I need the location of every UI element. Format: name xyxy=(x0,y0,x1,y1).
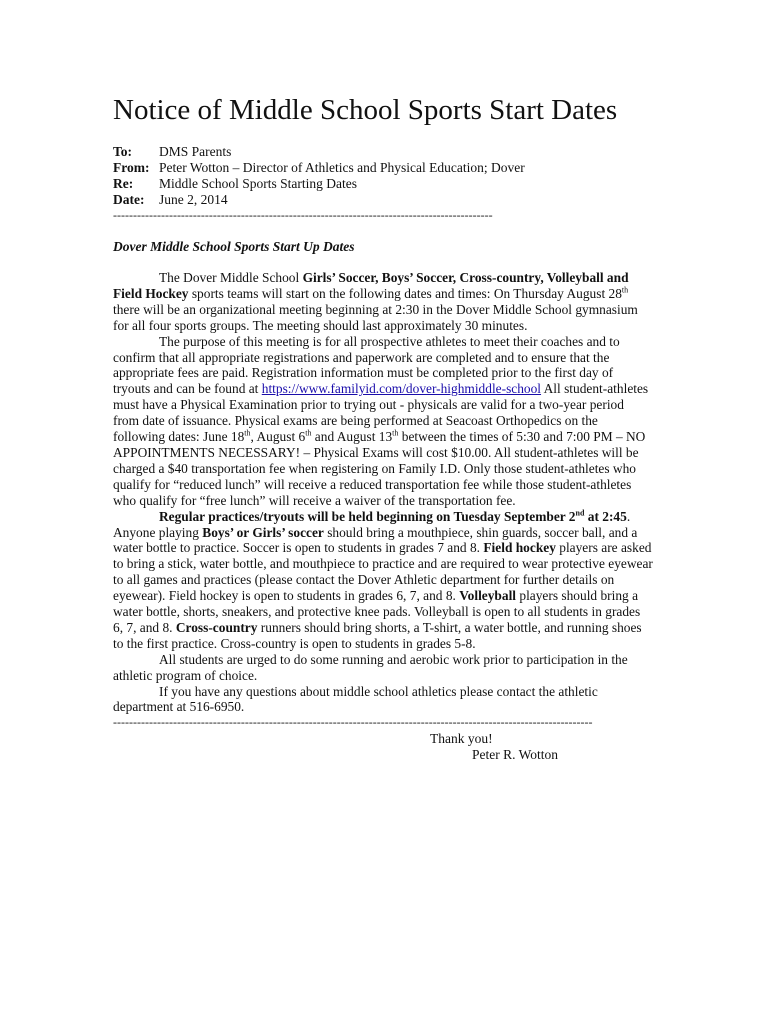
closing-thanks: Thank you! xyxy=(430,731,493,746)
ordinal-suffix: nd xyxy=(575,508,585,518)
memo-re-row xyxy=(113,176,525,192)
text-run: . Anyone playing xyxy=(113,508,631,540)
text-run: The Dover Middle School xyxy=(159,270,303,285)
text-run: players are asked to bring a stick, water bottle, and mouthpiece to practice and are required to wear protective eyewear to all games and practices (please contact the Dover Athletic department for further details on eyewear). Field hockey is open to students in grades 6, 7, and 8. xyxy=(113,540,653,604)
text-run: The purpose of this meeting is for all prospective athletes to meet their coaches and to confirm that all appropriate registrations and paperwork are completed and to ensure that the appropriate fees are paid. Registration information must be completed prior to the first day of tryouts and can be found at xyxy=(113,333,620,397)
memo-date-label: Date: xyxy=(113,192,145,207)
ordinal-suffix: th xyxy=(244,428,251,438)
memo-from-label: From: xyxy=(113,160,150,175)
paragraph-contact: If you have any questions about middle school athletics please contact the athletic department at 516-6950. xyxy=(113,683,598,715)
text-run: All student-athletes must have a Physical Examination prior to trying out - physicals are valid for a two-year period from date of issuance. Physical exams are being performed at Seacoast Orthopedics on the following dates: June 18 xyxy=(113,381,649,445)
memo-from-row xyxy=(113,160,525,176)
memo-re-value: Middle School Sports Starting Dates xyxy=(159,176,357,191)
paragraph-intro xyxy=(113,270,653,334)
memo-from-value: Peter Wotton – Director of Athletics and Physical Education; Dover xyxy=(159,160,525,175)
page-title: Notice of Middle School Sports Start Dates xyxy=(113,94,618,126)
memo-header xyxy=(113,144,525,208)
sport-soccer: Boys’ or Girls’ soccer xyxy=(202,524,324,540)
paragraph-training: All students are urged to do some running and aerobic work prior to participation in the athletic program of choice. xyxy=(113,651,628,683)
paragraph-purpose xyxy=(113,334,653,509)
practice-start: Regular practices/tryouts will be held beginning on Tuesday September 2 xyxy=(159,508,576,524)
text-run: between the times of 5:30 and 7:00 PM – NO APPOINTMENTS NECESSARY! – Physical Exams will cost $10.00. All student-athletes will be charged a $40 transportation fee when registering on Family I.D. Only those student-athletes who qualify for “reduced lunch” will receive a reduced transportation fee while those student-athletes who qualify for “free lunch” will receive a waiver of the transportation fee. xyxy=(113,429,646,508)
section-heading: Dover Middle School Sports Start Up Dates xyxy=(113,239,355,254)
text-run: there will be an organizational meeting beginning at 2:30 in the Dover Middle School gymnasium for all four sports groups. The meeting should last approximately 30 minutes. xyxy=(113,301,638,333)
memo-to-label: To: xyxy=(113,144,133,159)
text-run: should bring a mouthpiece, shin guards, soccer ball, and a water bottle to practice. Soccer is open to students in grades 7 and 8. xyxy=(113,524,638,556)
text-run: runners should bring shorts, a T-shirt, a water bottle, and running shoes to the first practice. Cross-country is open to students in grades 5-8. xyxy=(113,619,642,651)
letter-body xyxy=(113,270,653,715)
signature-name: Peter R. Wotton xyxy=(472,747,559,762)
memo-to-value: DMS Parents xyxy=(159,144,232,159)
text-run: sports teams will start on the following dates and times: On Thursday August 28 xyxy=(188,285,622,301)
ordinal-suffix: th xyxy=(392,428,399,438)
paragraph-practices xyxy=(113,509,653,652)
memo-re-label: Re: xyxy=(113,176,134,191)
sport-volleyball: Volleyball xyxy=(459,588,517,604)
practice-time: at 2:45 xyxy=(584,508,627,524)
sport-field-hockey: Field hockey xyxy=(483,540,556,556)
registration-link[interactable]: https://www.familyid.com/dover-highmiddle-school xyxy=(261,381,542,397)
dashed-divider-top: ----------------------------------------------------------------------------------------------- xyxy=(113,208,493,222)
memo-date-row xyxy=(113,192,525,208)
ordinal-suffix: th xyxy=(621,285,629,295)
ordinal-suffix: th xyxy=(305,428,312,438)
text-run: and August 13 xyxy=(311,429,393,445)
sport-cross-country: Cross-country xyxy=(175,619,258,635)
text-run: players should bring a water bottle, shorts, sneakers, and protective knee pads. Volleyball is open to all students in grades 6, 7, and 8. xyxy=(113,588,641,635)
dashed-divider-bottom: ------------------------------------------------------------------------------------------------------------------------ xyxy=(113,715,593,729)
memo-date-value: June 2, 2014 xyxy=(159,192,228,207)
memo-to-row xyxy=(113,144,525,160)
sports-list: Girls’ Soccer, Boys’ Soccer, Cross-country, Volleyball and Field Hockey xyxy=(113,270,629,301)
text-run: , August 6 xyxy=(250,429,306,445)
